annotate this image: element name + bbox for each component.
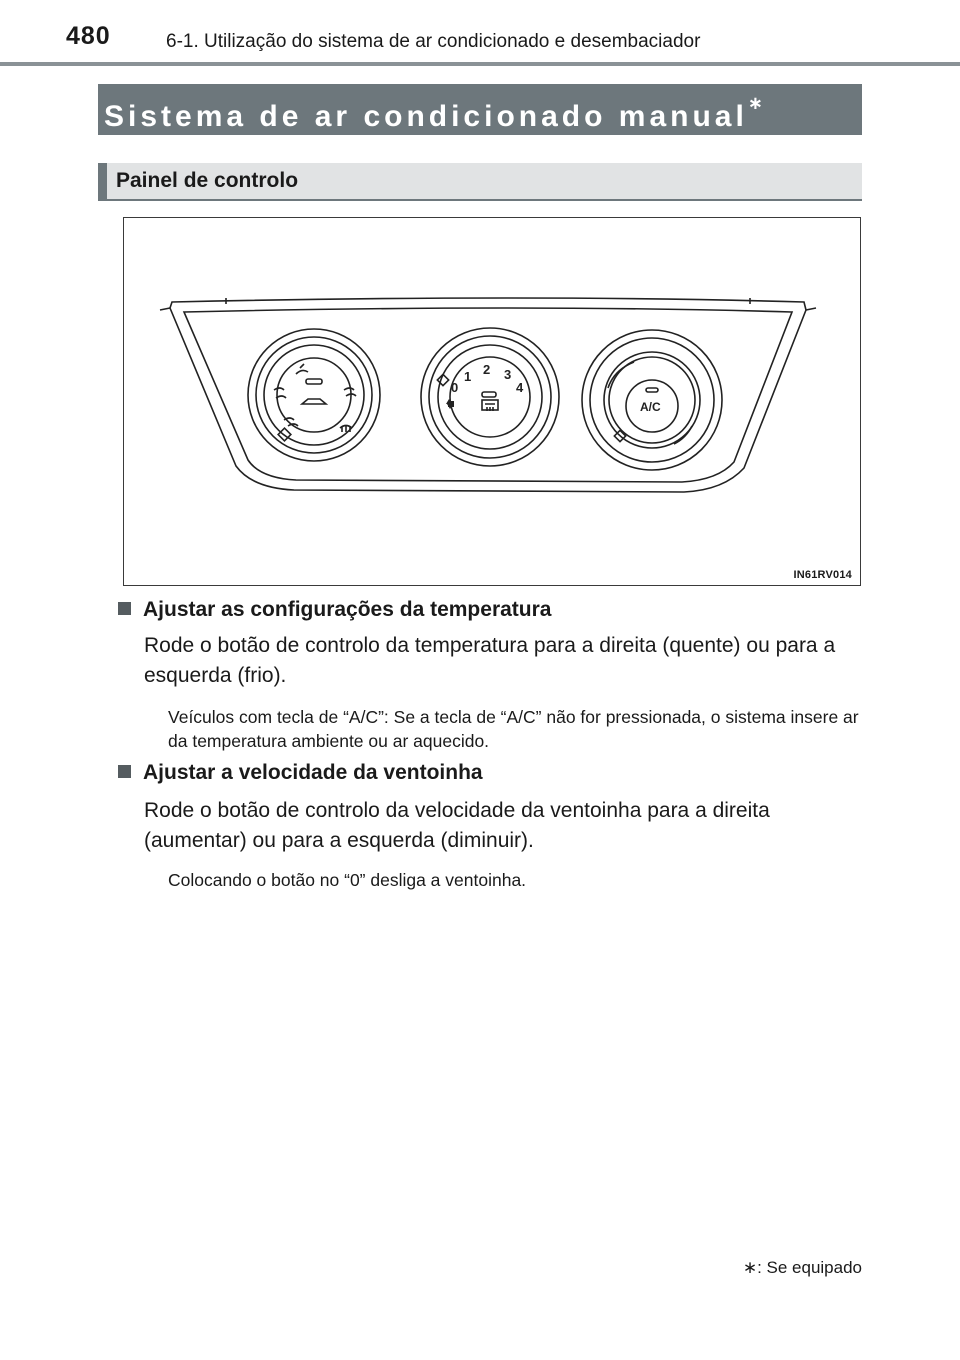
subsection-title: Painel de controlo [116,169,299,192]
heading-fan-speed [118,761,483,785]
running-header: 6-1. Utilização do sistema de ar condicionado e desembaciador [166,31,701,52]
defrost-icon [340,425,352,432]
header-rule [0,62,960,66]
fan-speed-label-4: 4 [516,380,524,395]
body-temperature: Rode o botão de controlo da temperatura para a direita (quente) ou para a esquerda (frio). [144,634,836,687]
footnote [743,1258,862,1278]
footnote-marker: ∗ [742,1258,758,1277]
ac-indicator [646,388,658,392]
foot-defrost-icon [284,418,298,426]
rear-defrost-indicator [482,392,496,397]
section-title [98,84,862,135]
mode-knob-bezel [248,329,380,461]
fan-speed-label-2: 2 [483,362,491,377]
footnote-text: : Se equipado [757,1258,862,1277]
heading-fan-speed-text: Ajustar a velocidade da ventoinha [143,761,483,784]
equipped-marker: ∗ [747,93,763,113]
bullet-square [118,602,131,615]
note-fan-speed: Colocando o botão no “0” desliga a ventoinha. [168,870,527,890]
control-panel-illustration [124,218,860,585]
bilevel-icon [274,388,286,398]
page-number: 480 [66,22,111,50]
ac-button-label: A/C [640,400,661,414]
heading-temperature-text: Ajustar as configurações da temperatura [143,598,552,621]
heading-temperature [118,598,551,622]
control-panel-figure [123,217,861,586]
body-fan-speed: Rode o botão de controlo da velocidade da ventoinha para a direita (aumentar) ou para a esquerda (diminuir). [144,799,770,852]
fan-speed-label-1: 1 [464,369,472,384]
panel-inner-outline [184,308,792,482]
subsection-header [98,163,862,201]
subsection-bar [98,163,107,199]
panel-outline [170,298,806,492]
note-temperature: Veículos com tecla de “A/C”: Se a tecla de “A/C” não for pressionada, o sistema insere ar da temperatura ambiente ou ar aquecido. [168,707,859,751]
fan-speed-label-0: 0 [451,380,459,395]
car-icon [302,399,326,404]
section-title-text: Sistema de ar condicionado manual [104,100,748,133]
bullet-square [118,765,131,778]
fan-speed-label-3: 3 [504,367,512,382]
figure-code: IN61RV014 [793,569,852,581]
face-vent-icon [296,364,308,374]
